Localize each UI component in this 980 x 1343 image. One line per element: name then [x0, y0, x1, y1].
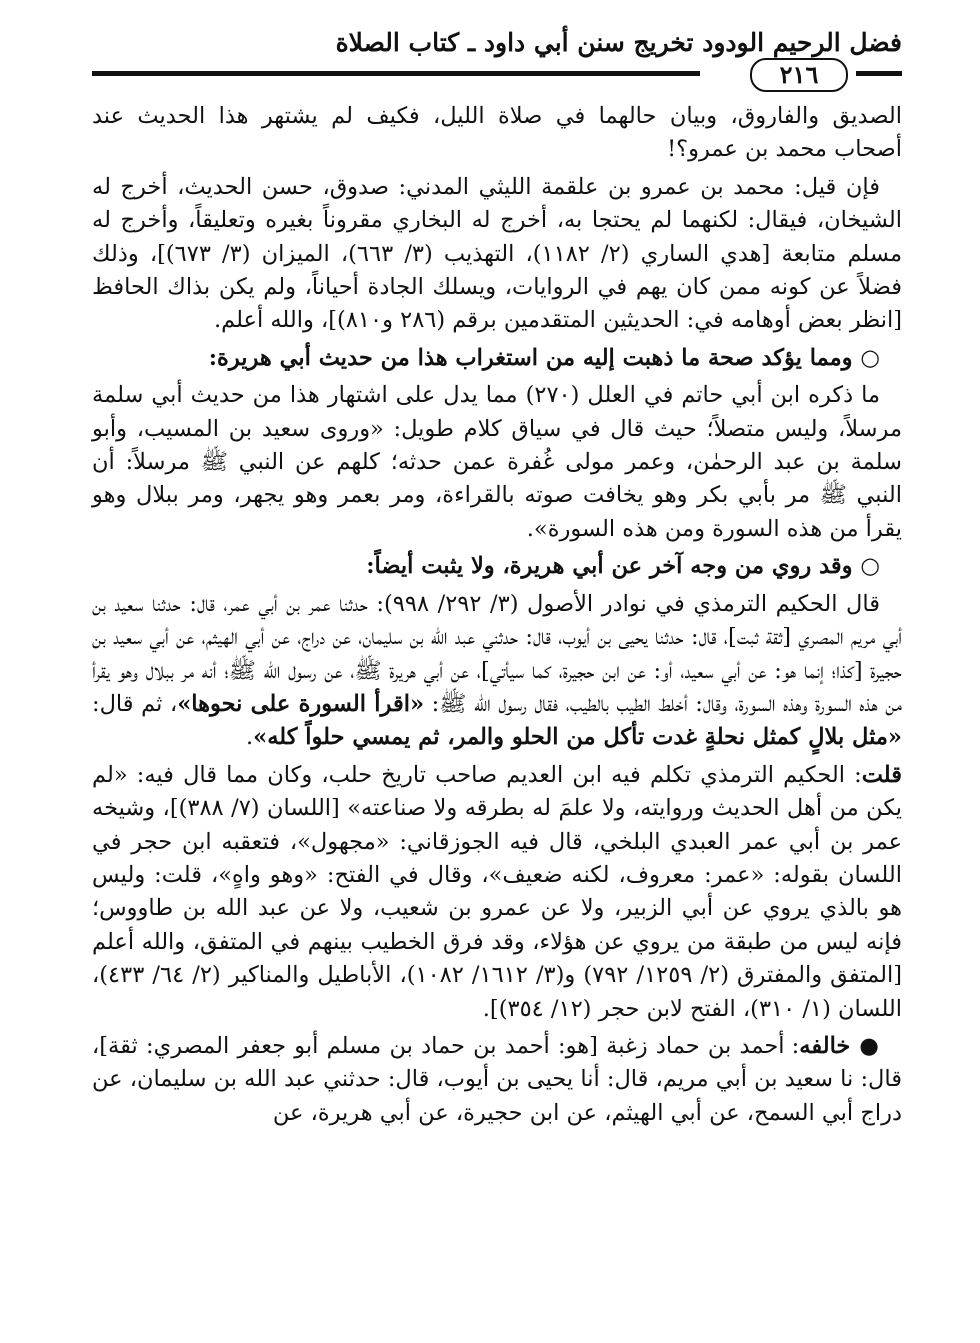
- page-number: ٢١٦: [750, 58, 848, 92]
- header-rule-right: [856, 71, 902, 76]
- paragraph-text: فإن قيل: محمد بن عمرو بن علقمة الليثي المدني: صدوق، حسن الحديث، أخرج له الشيخان، فيقال: لكنهما لم يحتجا به، أخرج له البخاري مقروناً بغيره وتعليقاً، وأخرج له مسلم متابعة [هدي الساري (٢/ ١١٨٢)، التهذيب (٣/ ٦٦٣)، الميزان (٣/ ٦٧٣)]، وذلك فضلاً عن كونه ممن كان يهم في الروايات، ويسلك الجادة أحياناً، ولم يكن بذاك الحافظ [انظر بعض أوهامه في: الحديثين المتقدمين برقم (٢٨٦ و٨١٠)]، والله أعلم.: [92, 173, 903, 334]
- note-label: ● خالفه: [799, 1032, 880, 1059]
- paragraph: [92, 759, 902, 1026]
- paragraph-text: .: [246, 724, 254, 751]
- header-rule: [92, 62, 902, 88]
- header-rule-left: [92, 71, 700, 76]
- note-label: قلت: [861, 761, 902, 788]
- paragraph-text: : أحمد بن حماد زغبة [هو: أحمد بن حماد بن مسلم أبو جعفر المصري: ثقة]، قال: نا سعيد بن أبي مريم، قال: أنا يحيى بن أيوب، قال: حدثني عبد الله بن سليمان، عن دراج أبي السمح، عن أبي الهيثم، عن ابن حجيرة، عن أبي هريرة، عن: [92, 1032, 902, 1126]
- heading-text: ○ وقد روي من وجه آخر عن أبي هريرة، ولا يثبت أيضاً:: [366, 553, 880, 580]
- paragraph-text: قال الحكيم الترمذي في نوادر الأصول (٣/ ٢٩٢/ ٩٩٨): حدثنا عمر بن أبي عمر، قال: حدثنا سعيد بن أبي مريم المصري [ثقة ثبت]، قال: حدثنا يحيى بن أيوب، قال: حدثني عبد الله بن سليمان، عن دراج، عن أبي الهيثم، عن أبي سعيد بن حجيرة [كذا؛ إنما هو: عن أبي سعيد، أو: عن ابن حجيرة، كما سيأتي]، عن أبي هريرة ﷺ، عن رسول الله ﷺ؛ أنه مر ببلال وهو يقرأ من هذه السورة وهذه السورة، وقال: أخلط الطيب بالطيب، فقال رسول الله ﷺ:: [92, 590, 903, 717]
- hadith-quote: «مثل بلالٍ كمثل نحلةٍ غدت تأكل من الحلو والمر، ثم يمسي حلواً كله»: [253, 724, 902, 751]
- running-title: فضل الرحيم الودود تخريج سنن أبي داود ـ كتاب الصلاة: [335, 28, 902, 57]
- section-heading: [92, 550, 902, 583]
- heading-text: ○ ومما يؤكد صحة ما ذهبت إليه من استغراب هذا من حديث أبي هريرة:: [208, 344, 880, 371]
- body-text: [92, 100, 902, 1130]
- paragraph: [92, 588, 902, 755]
- paragraph-text: ما ذكره ابن أبي حاتم في العلل (٢٧٠) مما يدل على اشتهار هذا من حديث أبي سلمة مرسلاً، وليس متصلاً؛ حيث قال في سياق كلام طويل: «وروى سعيد بن المسيب، وأبو سلمة بن عبد الرحمٰن، وعمر مولى غُفرة عمن حدثه؛ كلهم عن النبي ﷺ مرسلاً: أن النبي ﷺ مر بأبي بكر وهو يخافت صوته بالقراءة، ومر بعمر وهو يجهر، ومر ببلال وهو يقرأ من هذه السورة ومن هذه السورة».: [92, 382, 902, 542]
- paragraph: [92, 379, 902, 546]
- paragraph: [92, 100, 902, 167]
- paragraph-text: ، ثم قال:: [92, 690, 178, 717]
- hadith-quote: «اقرأ السورة على نحوها»: [177, 690, 425, 717]
- section-heading: [92, 342, 902, 375]
- paragraph-text: : الحكيم الترمذي تكلم فيه ابن العديم صاحب تاريخ حلب، وكان مما قال فيه: «لم يكن من أهل الحديث وروايته، ولا علمَ له بطرقه ولا صناعته» [اللسان (٧/ ٣٨٨)]، وشيخه عمر بن أبي عمر العبدي البلخي، قال فيه الجوزقاني: «مجهول»، فتعقبه ابن حجر في اللسان بقوله: «عمر: معروف، لكنه ضعيف»، وقال في الفتح: «وهو واهٍ»، قلت: وليس هو بالذي يروي عن أبي الزبير، ولا عن عمرو بن شعيب، ولا عن عبد الله بن طاووس؛ فإنه ليس من طبقة من يروي عن هؤلاء، وقد فرق الخطيب بينهم في المتفق، والله أعلم [المتفق والمفترق (٢/ ١٢٥٩/ ٧٩٢) و(٣/ ١٦١٢/ ١٠٨٢)، الأباطيل والمناكير (٢/ ٦٤/ ٤٣٣)، اللسان (١/ ٣١٠)، الفتح لابن حجر (١٢/ ٣٥٤)].: [92, 761, 903, 1022]
- paragraph-text: الصديق والفاروق، وبيان حالهما في صلاة الليل، فكيف لم يشتهر هذا الحديث عند أصحاب محمد بن عمرو؟!: [92, 103, 902, 163]
- paragraph: [92, 1030, 902, 1130]
- paragraph: [92, 171, 902, 338]
- page-header: [92, 0, 902, 100]
